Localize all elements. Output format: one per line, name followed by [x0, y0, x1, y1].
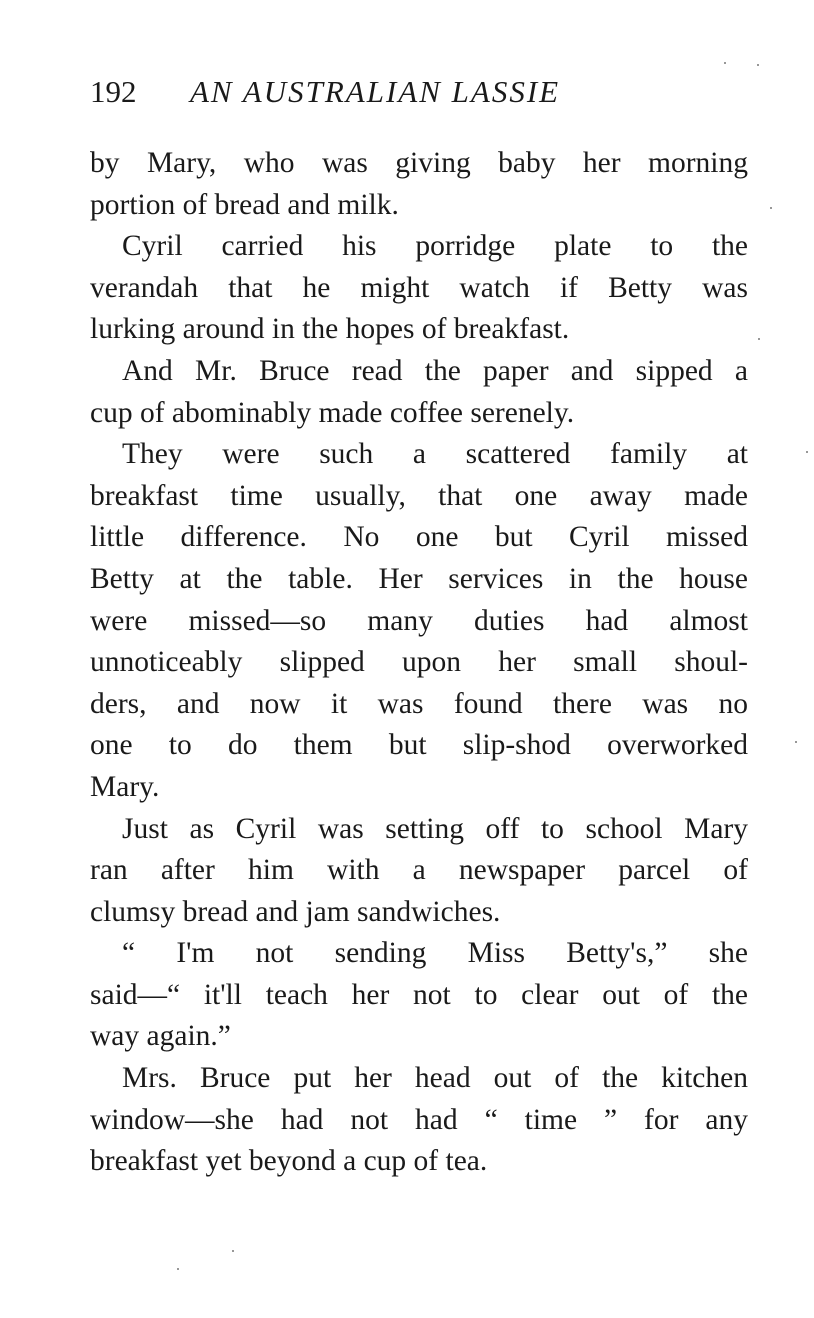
scan-speck — [232, 1250, 234, 1252]
text-line: Mary. — [90, 770, 160, 803]
text-line: breakfast yet beyond a cup of tea. — [90, 1145, 488, 1178]
text-line: one to do them but slip-shod overworked — [90, 729, 748, 762]
scan-speck — [806, 451, 808, 453]
text-line: clumsy bread and jam sandwiches. — [90, 895, 501, 928]
text-line: were missed—so many duties had almost — [90, 604, 748, 637]
text-line: way again.” — [90, 1020, 231, 1053]
text-line: window—she had not had “ time ” for any — [90, 1103, 748, 1136]
running-head — [90, 70, 750, 114]
text-line: Mrs. Bruce put her head out of the kitchen — [122, 1062, 748, 1095]
text-line: lurking around in the hopes of breakfast. — [90, 313, 570, 346]
text-line: They were such a scattered family at — [122, 438, 748, 471]
body-text — [90, 143, 748, 1183]
text-line: cup of abominably made coffee serenely. — [90, 396, 575, 429]
scan-speck — [758, 338, 760, 340]
text-line: “ I'm not sending Miss Betty's,” she — [122, 937, 748, 970]
text-line: unnoticeably slipped upon her small shoul- — [90, 646, 748, 679]
text-line: Betty at the table. Her services in the house — [90, 562, 748, 595]
scan-speck — [177, 1268, 179, 1270]
text-line: ders, and now it was found there was no — [90, 687, 748, 720]
text-line: Just as Cyril was setting off to school Mary — [122, 812, 748, 845]
page-number: 192 — [90, 74, 137, 109]
text-line: by Mary, who was giving baby her morning — [90, 147, 748, 179]
text-line: ran after him with a newspaper parcel of — [90, 854, 748, 887]
text-line: Cyril carried his porridge plate to the — [122, 230, 748, 263]
text-line: And Mr. Bruce read the paper and sipped a — [122, 354, 748, 387]
scan-speck — [770, 207, 772, 209]
text-line: breakfast time usually, that one away made — [90, 479, 748, 512]
scan-speck — [757, 64, 759, 66]
text-line: portion of bread and milk. — [90, 188, 399, 221]
scan-speck — [795, 741, 797, 743]
scan-speck — [724, 62, 726, 64]
running-title: AN AUSTRALIAN LASSIE — [190, 74, 561, 109]
text-line: said—“ it'll teach her not to clear out of the — [90, 978, 748, 1011]
text-line: verandah that he might watch if Betty was — [90, 271, 748, 304]
text-line: little difference. No one but Cyril missed — [90, 521, 748, 554]
